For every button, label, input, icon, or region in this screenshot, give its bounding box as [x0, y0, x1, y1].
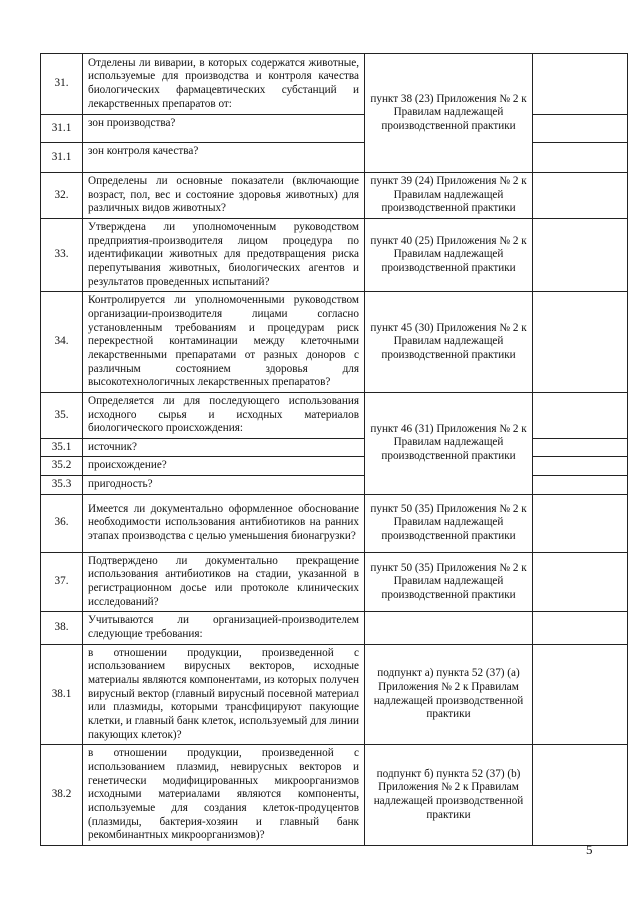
row-question: Имеется ли документально оформленное обоснование необходимости использования антибиотиков на ранних этапах производства с целью уменьшения бионагрузки?: [83, 494, 365, 552]
answer-cell: [533, 457, 628, 476]
row-number: 38.2: [41, 745, 83, 846]
row-number: 36.: [41, 494, 83, 552]
row-question: Определяется ли для последующего использования исходного сырья и исходных материалов биологического происхождения:: [83, 392, 365, 438]
table-row: [41, 494, 628, 552]
row-question: источник?: [83, 438, 365, 457]
row-question: происхождение?: [83, 457, 365, 476]
table-row: [41, 292, 628, 393]
table-row: [41, 644, 628, 745]
row-question: зон производства?: [83, 115, 365, 143]
answer-cell: [533, 552, 628, 612]
row-question: Учитываются ли организацией-производителем следующие требования:: [83, 612, 365, 644]
row-number: 38.: [41, 612, 83, 644]
row-reference: пункт 40 (25) Приложения № 2 к Правилам надлежащей производственной практики: [365, 218, 533, 291]
row-question: в отношении продукции, произведенной с использованием вирусных векторов, исходные материалы являются компонентами, из которых получен вирусный вектор (главный вирусный посевной материал или плазмиды, которыми трансфицируют пакующие клетки, и главный банк клеток, используемый для линии пакующих клеток)?: [83, 644, 365, 745]
table-row: [41, 438, 628, 457]
row-reference: пункт 45 (30) Приложения № 2 к Правилам надлежащей производственной практики: [365, 292, 533, 393]
row-reference: пункт 39 (24) Приложения № 2 к Правилам надлежащей производственной практики: [365, 173, 533, 219]
table-row: [41, 552, 628, 612]
row-reference: пункт 38 (23) Приложения № 2 к Правилам надлежащей производственной практики: [365, 54, 533, 173]
row-number: 31.1: [41, 143, 83, 173]
table-row: [41, 173, 628, 219]
table-row: [41, 54, 628, 115]
answer-cell: [533, 54, 628, 115]
row-number: 31.: [41, 54, 83, 115]
row-reference: пункт 46 (31) Приложения № 2 к Правилам надлежащей производственной практики: [365, 392, 533, 494]
table-row: [41, 457, 628, 476]
row-question: в отношении продукции, произведенной с использованием плазмид, невирусных векторов и генетически модифицированных микроорганизмов исходными материалами являются компоненты, используемые для создания клеток-продуцентов (плазмиды, бактерия-хозяин и главный банк рекомбинантных микроорганизмов)?: [83, 745, 365, 846]
row-reference: подпункт а) пункта 52 (37) (a) Приложения № 2 к Правилам надлежащей производственной практики: [365, 644, 533, 745]
row-question: Контролируется ли уполномоченными руководством организации-производителя лицами согласно установленным требованиям и процедурам риск перекрестной контаминации между клеточными лекарственными препаратами от разных доноров с различным состоянием здоровья для высокотехнологичных лекарственных препаратов?: [83, 292, 365, 393]
table-row: [41, 392, 628, 438]
row-number: 34.: [41, 292, 83, 393]
table-row: [41, 143, 628, 173]
row-number: 35.2: [41, 457, 83, 476]
row-question: Утверждена ли уполномоченным руководством предприятия-производителя лицом процедура по идентификации животных для предотвращения риска перепутывания животных, биологических агентов и результатов проведенных испытаний?: [83, 218, 365, 291]
row-number: 37.: [41, 552, 83, 612]
row-number: 35.: [41, 392, 83, 438]
answer-cell: [533, 173, 628, 219]
row-reference: [365, 612, 533, 644]
answer-cell: [533, 745, 628, 846]
table-row: [41, 745, 628, 846]
row-number: 38.1: [41, 644, 83, 745]
row-number: 35.1: [41, 438, 83, 457]
answer-cell: [533, 494, 628, 552]
table-row: [41, 612, 628, 644]
row-question: пригодность?: [83, 476, 365, 495]
table-row: [41, 115, 628, 143]
row-number: 35.3: [41, 476, 83, 495]
answer-cell: [533, 115, 628, 143]
checklist-table: [40, 53, 628, 846]
table-row: [41, 476, 628, 495]
answer-cell: [533, 644, 628, 745]
answer-cell: [533, 476, 628, 495]
answer-cell: [533, 292, 628, 393]
row-number: 31.1: [41, 115, 83, 143]
answer-cell: [533, 438, 628, 457]
row-question: Определены ли основные показатели (включающие возраст, пол, вес и состояние здоровья животных) для различных видов животных?: [83, 173, 365, 219]
row-number: 32.: [41, 173, 83, 219]
answer-cell: [533, 392, 628, 438]
table-row: [41, 218, 628, 291]
answer-cell: [533, 612, 628, 644]
page-number: 5: [586, 842, 593, 857]
answer-cell: [533, 143, 628, 173]
row-reference: пункт 50 (35) Приложения № 2 к Правилам надлежащей производственной практики: [365, 494, 533, 552]
row-reference: подпункт б) пункта 52 (37) (b) Приложения № 2 к Правилам надлежащей производственной практики: [365, 745, 533, 846]
row-question: Отделены ли виварии, в которых содержатся животные, используемые для производства и контроля качества биологических фармацевтических субстанций и лекарственных препаратов от:: [83, 54, 365, 115]
row-question: зон контроля качества?: [83, 143, 365, 173]
answer-cell: [533, 218, 628, 291]
row-reference: пункт 50 (35) Приложения № 2 к Правилам надлежащей производственной практики: [365, 552, 533, 612]
row-number: 33.: [41, 218, 83, 291]
row-question: Подтверждено ли документально прекращение использования антибиотиков на стадии, указанной в регистрационном досье или протоколе клинических исследований?: [83, 552, 365, 612]
